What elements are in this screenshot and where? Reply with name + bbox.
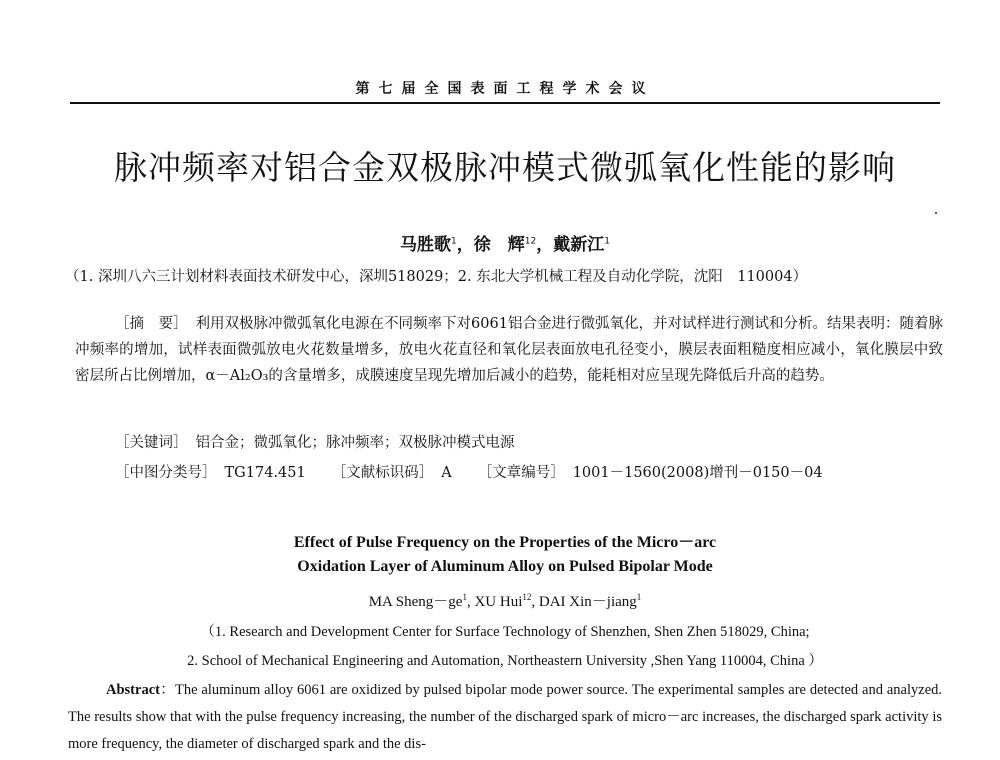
abstract-cn-label: ［摘 要］ (115, 316, 188, 332)
conference-header: 第七届全国表面工程学术会议 (355, 81, 655, 97)
english-abstract (68, 677, 942, 758)
keywords-label: ［关键词］ (115, 435, 188, 451)
doc-code-label: ［文献标识码］ (331, 465, 434, 481)
author-affiliation-mark: 1 (604, 236, 610, 247)
english-abstract-label: Abstract (106, 682, 160, 698)
affiliation-cn: （1. 深圳八六三计划材料表面技术研发中心，深圳518029；2. 东北大学机械工程及自动化学院，沈阳 110004） (65, 269, 808, 285)
english-author-name: DAI Xin－jiang (538, 594, 637, 610)
paper-title: 脉冲频率对铝合金双极脉冲模式微弧氧化性能的影响 (114, 148, 896, 187)
author-affiliation-mark: 1 (451, 236, 457, 247)
english-author-mark: 1 (462, 592, 467, 602)
clc-label: ［中图分类号］ (115, 465, 217, 481)
english-affiliation-line1: （1. Research and Development Center for Surface Technology of Shenzhen, Shen Zhen 518029, China; (200, 624, 810, 640)
english-title-line2: Oxidation Layer of Aluminum Alloy on Pulsed Bipolar Mode (297, 558, 713, 575)
classification-line (115, 461, 823, 482)
english-abstract-colon: ： (159, 682, 175, 698)
english-author-mark: 12 (522, 592, 532, 602)
english-author-name: XU Hui (474, 594, 523, 610)
author-list (70, 230, 940, 255)
english-author-separator: , (531, 594, 539, 610)
english-author-name: MA Sheng－ge (368, 594, 463, 610)
author-separator: ， (536, 235, 554, 255)
author-name: 徐 辉 (473, 235, 525, 255)
english-author-mark: 1 (636, 592, 642, 602)
article-number-value: 1001－1560(2008)增刊－0150－04 (572, 465, 823, 481)
author-name: 戴新江 (553, 235, 605, 255)
author-name: 马胜歌 (400, 235, 452, 255)
author-separator: ， (456, 235, 474, 255)
keywords-text: 铝合金；微弧氧化；脉冲频率；双极脉冲模式电源 (195, 435, 515, 451)
abstract-cn (75, 311, 943, 389)
keywords-line (115, 431, 515, 452)
scan-speck (935, 212, 937, 214)
english-title-line1: Effect of Pulse Frequency on the Properties of the Micro－arc (293, 534, 717, 551)
english-abstract-text: The aluminum alloy 6061 are oxidized by pulsed bipolar mode power source. The experimental samples are detected and analyzed. The results show that with the pulse frequency increasing, the number of the discharged spark of micro－arc increases, the discharged spark activity is more frequency, the diameter of discharged spark and the dis- (68, 682, 943, 752)
clc-value: TG174.451 (224, 465, 306, 481)
header-rule (70, 102, 940, 104)
doc-code-value: A (441, 465, 452, 481)
english-author-separator: , (466, 594, 475, 610)
english-affiliation-line2: 2. School of Mechanical Engineering and Automation, Northeastern University ,Shen Yang 110004, China ） (187, 653, 823, 669)
english-author-list (70, 590, 940, 611)
article-number-label: ［文章编号］ (477, 465, 565, 481)
author-affiliation-mark: 12 (524, 236, 537, 247)
abstract-cn-text: 利用双极脉冲微弧氧化电源在不同频率下对6061铝合金进行微弧氧化，并对试样进行测试和分析。结果表明：随着脉冲频率的增加，试样表面微弧放电火花数量增多，放电火花直径和氧化层表面放电孔径变小，膜层表面粗糙度相应减小，氧化膜层中致密层所占比例增加，α－Al₂O₃的含量增多，成膜速度呈现先增加后减小的趋势，能耗相对应呈现先降低后升高的趋势。 (75, 316, 943, 384)
